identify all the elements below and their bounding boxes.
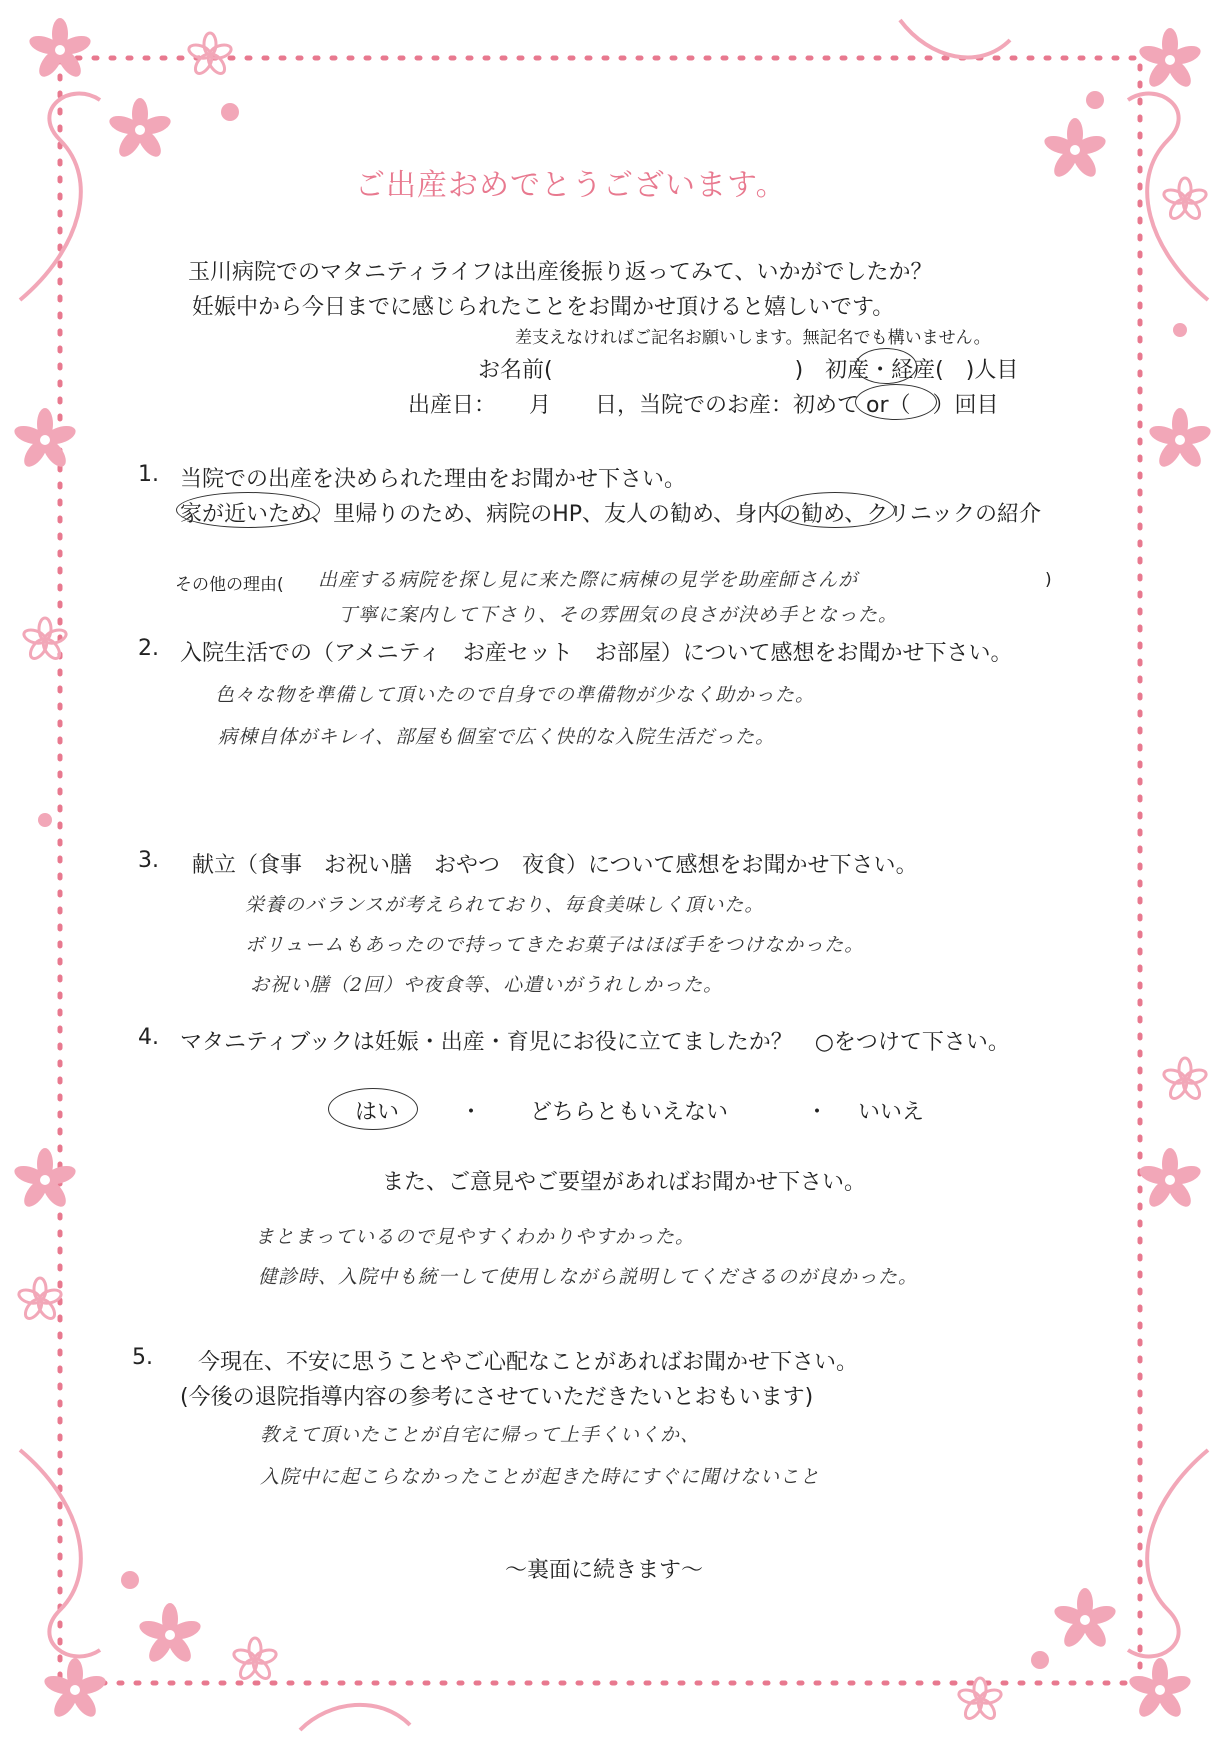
intro-line-2: 妊娠中から今日までに感じられたことをお聞かせ頂けると嬉しいです。 [192, 295, 895, 320]
q4-dot-1: ・ [460, 1100, 483, 1125]
q4-dot-2: ・ [806, 1100, 829, 1125]
page-title: ご出産おめでとうございます。 [355, 168, 787, 203]
circled-first-birth [855, 348, 917, 384]
circled-option-yes [328, 1088, 418, 1130]
intro-line-1: 玉川病院でのマタニティライフは出産後振り返ってみて、いかがでしたか？ [188, 260, 933, 285]
q5-question: 今現在、不安に思うことやご心配なことがあればお聞かせ下さい。 [198, 1350, 859, 1375]
q5-answer-line-1: 教えて頂いたことが自宅に帰って上手くいくか、 [260, 1424, 701, 1446]
q3-answer-line-3: お祝い膳（2回）や夜食等、心遣いがうれしかった。 [250, 974, 724, 996]
name-row: お名前( ) 初産・経産( )人目 [478, 358, 1019, 383]
birth-row: 出産日： 月 日，当院でのお産：初めて or（ ）回目 [408, 393, 999, 418]
q1-other-label: その他の理由( [175, 575, 284, 595]
circled-option-near-home [176, 492, 320, 528]
q4-option-no: いいえ [858, 1100, 925, 1125]
q3-number: 3. [138, 848, 159, 873]
q4-answer-line-1: まとまっているので見やすくわかりやすかった。 [255, 1226, 696, 1248]
q1-options: 家が近いため、里帰りのため、病院のHP、友人の勧め、身内の勧め、クリニックの紹介 [180, 502, 1041, 527]
circled-option-family [775, 492, 895, 528]
q3-question: 献立（食事 お祝い膳 おやつ 夜食）について感想をお聞かせ下さい。 [192, 853, 918, 878]
q1-other-close: ) [1045, 570, 1052, 590]
q2-answer-line-2: 病棟自体がキレイ、部屋も個室で広く快的な入院生活だった。 [218, 726, 776, 748]
q5-number: 5. [132, 1345, 153, 1370]
footer-continued: ～裏面に続きます～ [505, 1558, 704, 1583]
q1-answer-line-2: 丁寧に案内して下さり、その雰囲気の良さが決め手となった。 [338, 604, 899, 626]
q2-answer-line-1: 色々な物を準備して頂いたので自身での準備物が少なく助かった。 [215, 684, 816, 706]
q5-answer-line-2: 入院中に起こらなかったことが起きた時にすぐに聞けないこと [260, 1466, 821, 1488]
q4-option-yes: はい [355, 1100, 400, 1125]
q4-answer-line-2: 健診時、入院中も統一して使用しながら説明してくださるのが良かった。 [258, 1266, 919, 1288]
q4-number: 4. [138, 1025, 159, 1050]
q4-question: マタニティブックは妊娠・出産・育児にお役に立てましたか？ ○をつけて下さい。 [180, 1030, 1010, 1055]
intro-note: 差支えなければご記名お願いします。無記名でも構いません。 [515, 328, 991, 348]
q2-number: 2. [138, 636, 159, 661]
q2-question: 入院生活での（アメニティ お産セット お部屋）について感想をお聞かせ下さい。 [180, 641, 1013, 666]
q1-question: 当院での出産を決められた理由をお聞かせ下さい。 [180, 467, 687, 492]
circled-first-time [855, 384, 937, 420]
q3-answer-line-1: 栄養のバランスが考えられており、毎食美味しく頂いた。 [245, 894, 765, 916]
q4-followup: また、ご意見やご要望があればお聞かせ下さい。 [382, 1170, 867, 1195]
q1-number: 1. [138, 462, 159, 487]
q5-sub: (今後の退院指導内容の参考にさせていただきたいとおもいます) [180, 1385, 814, 1410]
q3-answer-line-2: ボリュームもあったので持ってきたお菓子はほぼ手をつけなかった。 [245, 934, 865, 956]
q1-answer-line-1: 出産する病院を探し見に来た際に病棟の見学を助産師さんが [318, 569, 859, 591]
q4-option-neither: どちらともいえない [530, 1100, 729, 1125]
